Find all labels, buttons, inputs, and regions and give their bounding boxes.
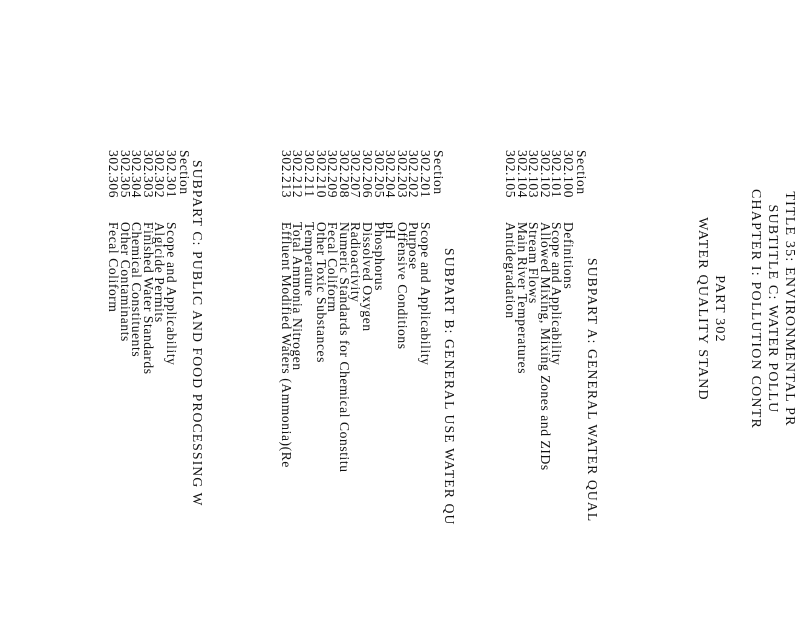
section-title: Radioactivity <box>348 222 364 303</box>
section-title: Definitions <box>561 222 576 290</box>
section-title: Allowed Mixing, Mixing Zones and ZIDs <box>537 222 553 471</box>
subpart-b-heading: SUBPART B: GENERAL USE WATER QU <box>442 248 457 526</box>
section-title: Dissolved Oxygen <box>360 222 375 332</box>
section-number: 302.103 <box>526 150 542 199</box>
section-title: Scope and Applicability <box>418 222 433 366</box>
section-title: Finished Water Standards <box>140 222 156 375</box>
section-title: Numeric Standards for Chemical Constitu <box>336 222 352 473</box>
section-title: Other Toxic Substances <box>313 222 329 363</box>
section-number: 302.211 <box>302 150 317 198</box>
document-chapter: CHAPTER I: POLLUTION CONTR <box>748 188 763 430</box>
section-title: Purpose <box>406 222 422 270</box>
section-number: 302.303 <box>140 150 156 199</box>
section-title: Algicide Permits <box>152 222 168 323</box>
document-part: PART 302 <box>712 275 727 343</box>
section-number: 302.213 <box>278 150 294 199</box>
subpart-a-section-label: Section <box>574 150 589 195</box>
subpart-a-heading: SUBPART A: GENERAL WATER QUAL <box>585 258 600 523</box>
subpart-b-section-label: Section <box>431 150 446 195</box>
section-title: Effluent Modified Waters (Ammonia)(Re <box>278 222 294 468</box>
section-title: Other Contaminants <box>117 222 133 342</box>
section-number: 302.301 <box>164 150 179 199</box>
section-title: Offensive Conditions <box>394 222 410 350</box>
section-number: 302.102 <box>537 150 553 199</box>
document-title: TITLE 35: ENVIRONMENTAL PR <box>782 191 797 427</box>
section-number: 302.208 <box>336 150 352 199</box>
section-number: 302.202 <box>406 150 422 199</box>
section-number: 302.306 <box>106 150 121 199</box>
section-title: Stream Flows <box>526 222 542 304</box>
section-title: Antidegradation <box>503 222 518 319</box>
section-number: 302.206 <box>360 150 375 199</box>
section-title: Phosphorus <box>371 222 387 292</box>
section-number: 302.305 <box>117 150 133 199</box>
document-subtitle: SUBTITLE C: WATER POLLU <box>765 204 780 414</box>
section-title: Scope and Applicability <box>549 222 565 366</box>
section-number: 302.302 <box>152 150 168 199</box>
section-number: 302.207 <box>348 150 364 199</box>
section-number: 302.100 <box>561 150 576 199</box>
section-number: 302.205 <box>371 150 387 199</box>
section-number: 302.209 <box>325 150 341 199</box>
section-title: Main River Temperatures <box>514 222 530 375</box>
document-part-title: WATER QUALITY STAND <box>695 217 710 401</box>
section-number: 302.210 <box>313 150 329 199</box>
section-number: 302.203 <box>394 150 410 199</box>
section-title: Fecal Coliform <box>325 222 341 313</box>
section-title: Scope and Applicability <box>164 222 179 366</box>
section-number: 302.212 <box>290 150 306 199</box>
subpart-c-section-label: Section <box>177 150 192 195</box>
section-title: Total Ammonia Nitrogen <box>290 222 306 371</box>
section-title: pH <box>383 222 399 240</box>
subpart-c-heading: SUBPART C: PUBLIC AND FOOD PROCESSING W <box>190 160 205 507</box>
section-number: 302.204 <box>383 150 399 199</box>
section-number: 302.104 <box>514 150 530 199</box>
section-number: 302.105 <box>503 150 518 199</box>
section-number: 302.304 <box>129 150 145 199</box>
section-number: 302.101 <box>549 150 565 199</box>
section-title: Fecal Coliform <box>106 222 121 313</box>
section-number: 302.201 <box>418 150 433 199</box>
section-title: Chemical Constituents <box>129 222 145 358</box>
section-title: Temperature <box>302 222 317 297</box>
